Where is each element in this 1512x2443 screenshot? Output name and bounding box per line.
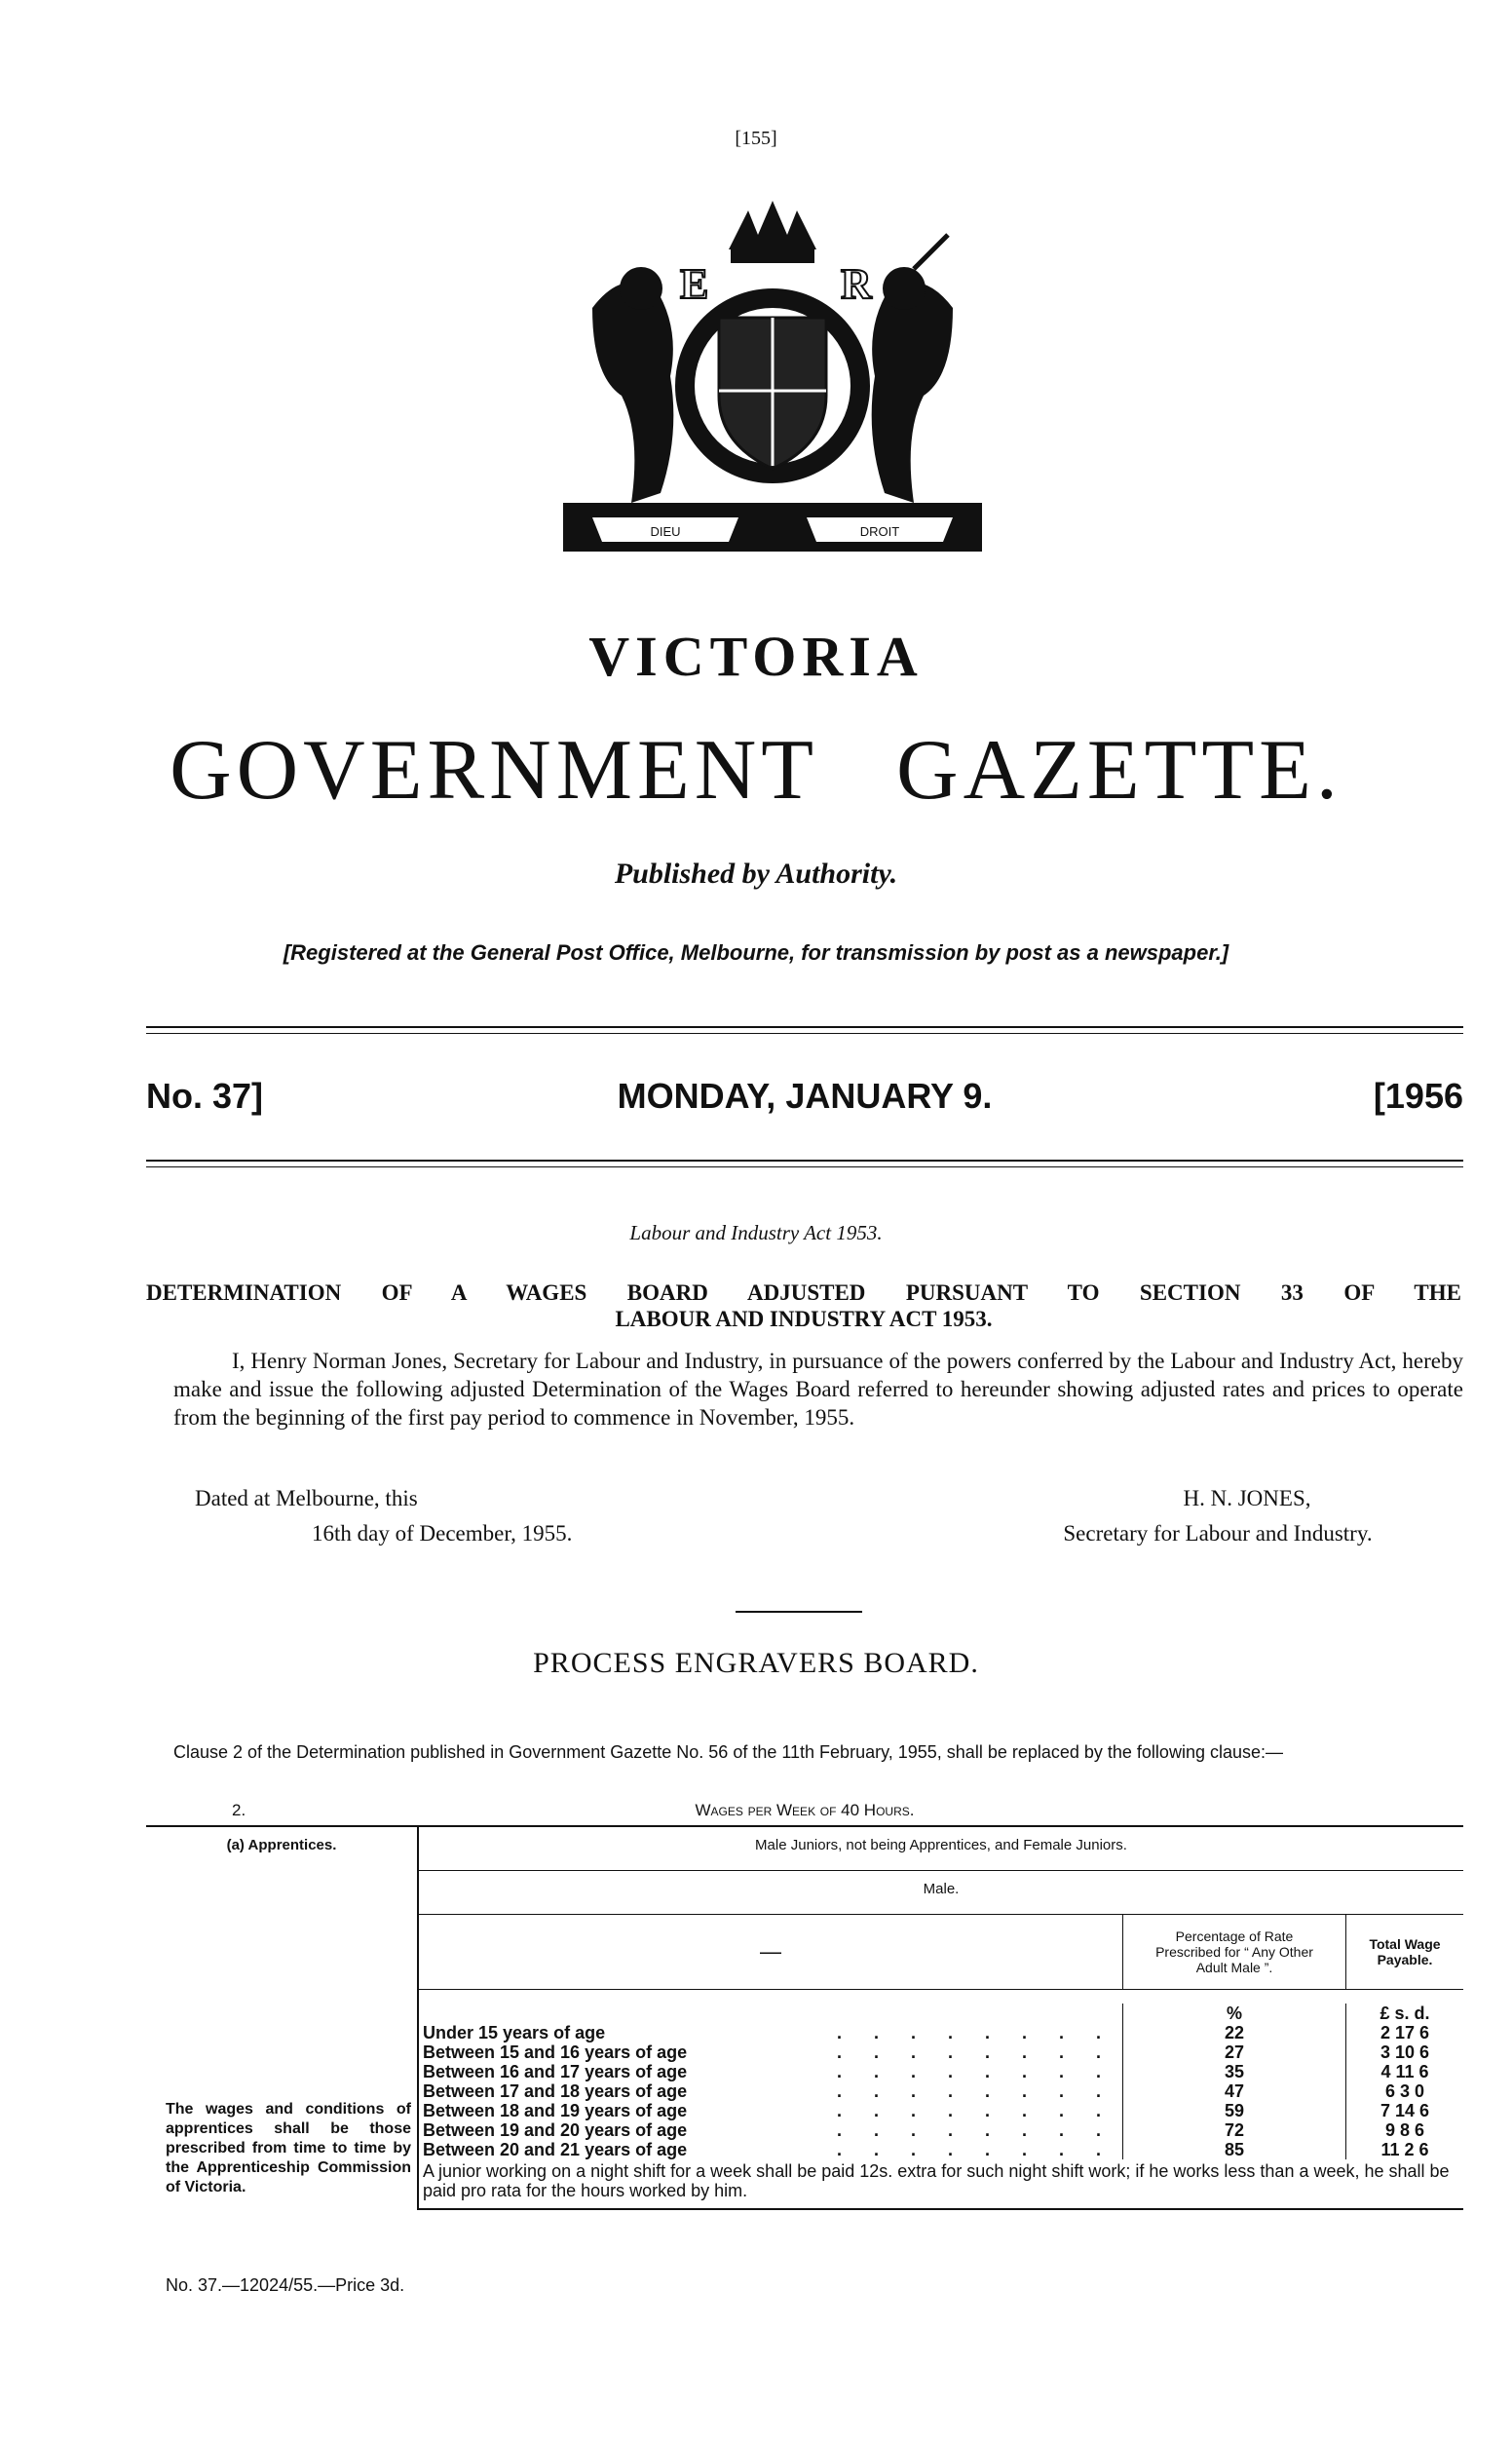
board-title: PROCESS ENGRAVERS BOARD.: [533, 1647, 979, 1679]
male-heading-cell: [418, 1871, 1463, 1915]
juniors-heading: Male Juniors, not being Apprentices, and Female Juniors.: [755, 1837, 1127, 1853]
signatory-title: Secretary for Labour and Industry.: [1063, 1521, 1373, 1546]
wage-heading-cell: [1346, 1915, 1464, 1990]
age-label: Between 18 and 19 years of age: [423, 2101, 688, 2120]
monogram-e: E: [680, 260, 709, 308]
pct-value: 85: [1123, 2140, 1346, 2159]
apprentices-column: [146, 1826, 418, 2210]
signature-block: [1003, 1481, 1432, 1551]
table-row: Between 16 and 17 years of age . . . . . . . . 35 4 11 6: [419, 2062, 1463, 2081]
pct-value: 27: [1123, 2042, 1346, 2062]
pct-value: 22: [1123, 2023, 1346, 2042]
age-label: Between 17 and 18 years of age: [423, 2081, 688, 2101]
issue-year: [1956: [1373, 1076, 1463, 1116]
table-row: Between 17 and 18 years of age . . . . . . . . 47 6 3 0: [419, 2081, 1463, 2101]
table-row: Between 15 and 16 years of age . . . . . . . . 27 3 10 6: [419, 2042, 1463, 2062]
blank-heading: —: [760, 1939, 781, 1964]
wage-heading: Total Wage Payable.: [1369, 1936, 1441, 1967]
table-title: Wages per Week of 40 Hours.: [695, 1801, 915, 1819]
masthead-title: [0, 721, 1512, 820]
issue-rule-bottom: [146, 1160, 1463, 1162]
table-row: Under 15 years of age . . . . . . . . 22 2 17 6: [419, 2023, 1463, 2042]
age-label: Between 19 and 20 years of age: [423, 2120, 688, 2140]
registration-note: [Registered at the General Post Office, Melbourne, for transmission by post as a newspaper.]: [283, 940, 1229, 965]
issue-rule-bottom-thin: [146, 1166, 1463, 1167]
wage-value: 11 2 6: [1380, 2140, 1429, 2159]
masthead-title-word1: GOVERNMENT: [170, 723, 819, 818]
motto-right: DROIT: [859, 524, 900, 539]
pct-value: 72: [1123, 2120, 1346, 2140]
page-footer: No. 37.—12024/55.—Price 3d.: [166, 2275, 405, 2295]
wage-table: [146, 1825, 1463, 2210]
age-label: Between 20 and 21 years of age: [423, 2140, 688, 2159]
wage-value: 3 10 6: [1380, 2042, 1430, 2062]
monogram-r: R: [841, 260, 872, 308]
apprentices-heading: (a) Apprentices.: [226, 1837, 337, 1853]
issue-line: [146, 1076, 1463, 1125]
page-number: [155]: [735, 128, 777, 149]
notice-heading-line1: DETERMINATION OF A WAGES BOARD ADJUSTED PURSUANT TO SECTION 33 OF THE: [146, 1280, 1461, 1305]
age-label: Between 16 and 17 years of age: [423, 2062, 688, 2081]
published-by-authority: Published by Authority.: [614, 858, 898, 890]
pct-heading-cell: [1123, 1915, 1346, 1990]
act-title: Labour and Industry Act 1953.: [629, 1221, 883, 1244]
notice-heading-line2: LABOUR AND INDUSTRY ACT 1953.: [615, 1307, 993, 1331]
wage-value: 7 14 6: [1380, 2101, 1430, 2120]
wage-rows: [419, 2004, 1463, 2210]
clause-number: 2.: [232, 1801, 246, 1819]
dated-block: [195, 1481, 572, 1551]
age-label: Between 15 and 16 years of age: [423, 2042, 688, 2062]
masthead-rule-top-thin: [146, 1033, 1463, 1034]
wage-value: 2 17 6: [1380, 2023, 1430, 2042]
masthead-state: VICTORIA: [588, 625, 924, 688]
table-row: Between 20 and 21 years of age . . . . . . . . 85 11 2 6: [419, 2140, 1463, 2159]
wage-value: 9 8 6: [1384, 2120, 1425, 2140]
pct-heading: Percentage of Rate Prescribed for “ Any Other Adult Male ”.: [1155, 1928, 1313, 1975]
issue-number: No. 37]: [146, 1076, 264, 1116]
night-shift-note: A junior working on a night shift for a week shall be paid 12s. extra for such night shift work; if he works less than a week, he shall be paid pro rata for the hours worked by him.: [419, 2159, 1463, 2209]
royal-coat-of-arms-icon: [563, 181, 982, 571]
wage-value: 4 11 6: [1380, 2062, 1429, 2081]
table-row: Between 18 and 19 years of age . . . . . . . . 59 7 14 6: [419, 2101, 1463, 2120]
signatory-name: H. N. JONES,: [1183, 1486, 1311, 1510]
blank-heading-cell: [418, 1915, 1123, 1990]
motto-left: DIEU: [650, 524, 681, 539]
pct-value: 59: [1123, 2101, 1346, 2120]
male-heading: Male.: [923, 1881, 960, 1897]
wage-rows-cell: [418, 1990, 1463, 2211]
wage-value: 6 3 0: [1384, 2081, 1425, 2101]
clause-text: Clause 2 of the Determination published in Government Gazette No. 56 of the 11th February, 1955, shall be replaced by the following clause:—: [173, 1742, 1283, 1762]
table-row: Between 19 and 20 years of age . . . . . . . . 72 9 8 6: [419, 2120, 1463, 2140]
apprentices-text: The wages and conditions of apprentices shall be those prescribed from time to time by the Apprenticeship Commission of Victoria.: [166, 2101, 411, 2195]
dated-line2: 16th day of December, 1955.: [312, 1521, 573, 1546]
pct-unit: %: [1123, 2004, 1346, 2023]
pct-value: 47: [1123, 2081, 1346, 2101]
notice-body: I, Henry Norman Jones, Secretary for Labour and Industry, in pursuance of the powers conferred by the Labour and Industry Act, hereby make and issue the following adjusted Determination of the Wages Board referred to hereunder showing adjusted rates and prices to operate from the beginning of the first pay period to commence in November, 1955.: [173, 1349, 1463, 1430]
notice-heading: [146, 1279, 1461, 1332]
age-label: Under 15 years of age: [423, 2023, 606, 2042]
masthead-rule-top: [146, 1026, 1463, 1028]
pct-value: 35: [1123, 2062, 1346, 2081]
wage-unit: £ s. d.: [1380, 2004, 1430, 2023]
masthead-title-word2: GAZETTE.: [896, 723, 1342, 818]
juniors-heading-cell: [418, 1826, 1463, 1871]
issue-date: MONDAY, JANUARY 9.: [617, 1076, 993, 1116]
section-divider: [736, 1611, 862, 1613]
dated-line1: Dated at Melbourne, this: [195, 1486, 418, 1510]
